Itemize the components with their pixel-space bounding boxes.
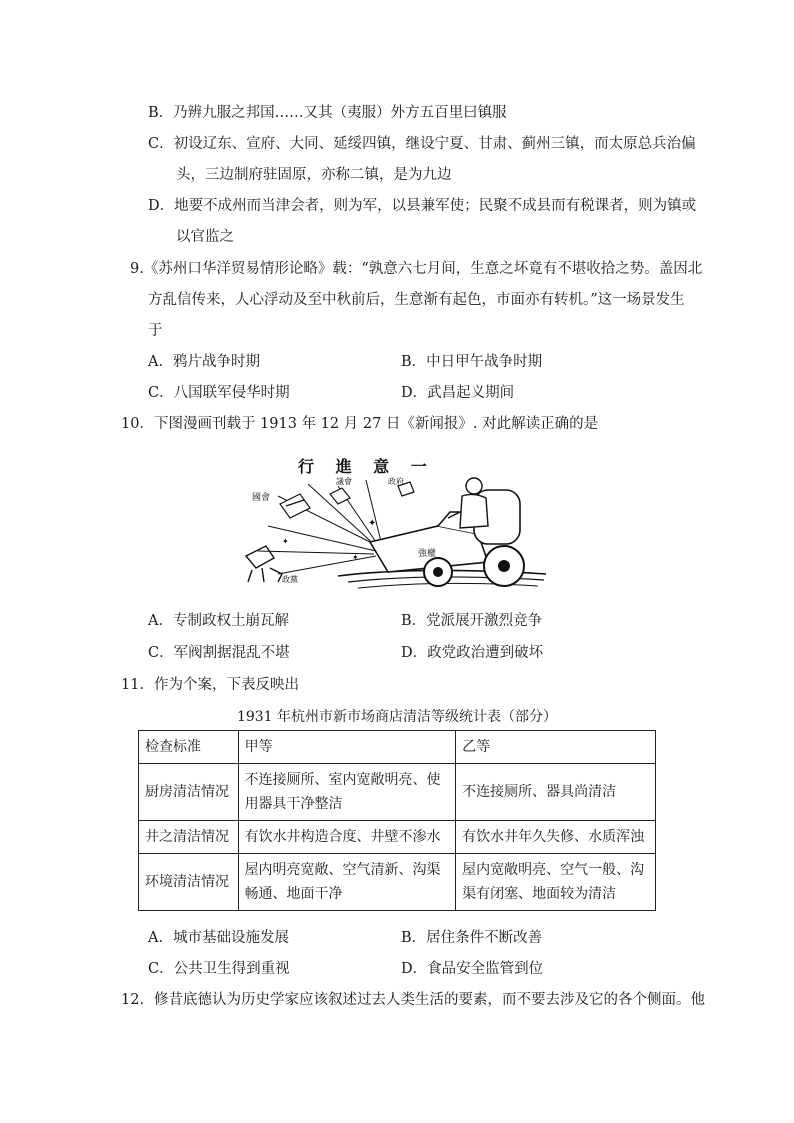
cartoon-label-guohui: 國會 bbox=[252, 493, 271, 503]
q10-stem: 10．下图漫画刊载于 1913 年 12 月 27 日《新闻报》. 对此解读正确的是 bbox=[121, 416, 599, 432]
cartoon-impact-lines bbox=[258, 480, 383, 574]
table-cell: 井之清洁情况 bbox=[139, 821, 239, 854]
table-cell: 屋内宽敞明亮、空气一般、沟渠有闭塞、地面较为清洁 bbox=[456, 854, 656, 911]
q11-option-c: C．公共卫生得到重视 bbox=[148, 961, 290, 977]
cartoon-car-label: 強權 bbox=[418, 549, 437, 559]
table-row bbox=[139, 821, 656, 854]
svg-text:✦: ✦ bbox=[352, 553, 359, 562]
cartoon-debris-house bbox=[280, 482, 414, 518]
svg-text:✦: ✦ bbox=[282, 537, 289, 546]
table-row bbox=[139, 854, 656, 911]
q8-option-d-line2: 以官监之 bbox=[176, 229, 234, 245]
q11-option-b: B．居住条件不断改善 bbox=[401, 930, 543, 946]
cartoon-label-zhengfu: 政府 bbox=[388, 477, 404, 486]
table-cell: 有饮水井构造合度、井壁不渗水 bbox=[238, 821, 456, 854]
table-cell: 不连接厕所、器具尚清洁 bbox=[456, 764, 656, 821]
table-cell: 有饮水井年久失修、水质浑浊 bbox=[456, 821, 656, 854]
q8-option-b: B．乃辨九服之邦国……又其（夷服）外方五百里曰镇服 bbox=[148, 105, 507, 121]
table-header-row bbox=[139, 731, 656, 764]
cartoon-label-yihui: 議會 bbox=[336, 477, 352, 486]
q10-option-b: B．党派展开激烈竞争 bbox=[401, 613, 543, 629]
table-cell: 厨房清洁情况 bbox=[139, 764, 239, 821]
table-cell: 不连接厕所、室内宽敞明亮、使用器具干净整洁 bbox=[238, 764, 456, 821]
table-row bbox=[139, 764, 656, 821]
q9-option-b: B．中日甲午战争时期 bbox=[401, 354, 543, 370]
q9-stem-line3: 于 bbox=[148, 323, 163, 339]
q10-option-d: D．政党政治遭到破坏 bbox=[401, 645, 544, 661]
q9-stem-line1: 9.《苏州口华洋贸易情形论略》载：“孰意六七月间，生意之坏竟有不堪收拾之势。盖因北 bbox=[130, 261, 703, 277]
table-header-cell: 检查标准 bbox=[139, 731, 239, 764]
q11-table-caption: 1931 年杭州市新市场商店清洁等级统计表（部分） bbox=[236, 709, 558, 725]
political-cartoon bbox=[238, 456, 546, 598]
q8-option-c-line2: 头，三边制府驻固原，亦称二镇，是为九边 bbox=[176, 167, 452, 183]
q11-table bbox=[138, 730, 656, 911]
table-cell: 环境清洁情况 bbox=[139, 854, 239, 911]
q10-option-c: C．军阀割据混乱不堪 bbox=[148, 645, 290, 661]
table-header-cell: 乙等 bbox=[456, 731, 656, 764]
svg-text:✦: ✦ bbox=[368, 518, 377, 529]
q9-stem-line2: 方乱信传来，人心浮动及至中秋前后，生意渐有起色，市面亦有转机。”这一场景发生 bbox=[148, 292, 685, 308]
q9-option-c: C．八国联军侵华时期 bbox=[148, 385, 290, 401]
cartoon-label-zhengdang: 政黨 bbox=[282, 575, 298, 584]
cartoon-title: 行 進 意 一 bbox=[298, 457, 435, 476]
q12-stem: 12．修昔底德认为历史学家应该叙述过去人类生活的要素，而不要去涉及它的各个侧面。他 bbox=[121, 992, 705, 1008]
q8-option-d-line1: D．地要不成州而当津会者，则为军，以县兼军使；民聚不成县而有税课者，则为镇或 bbox=[148, 198, 697, 214]
q11-stem: 11．作为个案，下表反映出 bbox=[121, 677, 299, 693]
q11-option-a: A．城市基础设施发展 bbox=[148, 930, 289, 946]
q8-option-c-line1: C．初设辽东、宣府、大同、延绥四镇，继设宁夏、甘肃、蓟州三镇，而太原总兵治偏 bbox=[148, 136, 696, 152]
q9-option-d: D．武昌起义期间 bbox=[401, 385, 515, 401]
q9-option-a: A．鸦片战争时期 bbox=[148, 354, 260, 370]
table-cell: 屋内明亮宽敞、空气清新、沟渠畅通、地面干净 bbox=[238, 854, 456, 911]
q10-option-a: A．专制政权土崩瓦解 bbox=[148, 613, 289, 629]
table-header-cell: 甲等 bbox=[238, 731, 456, 764]
q11-option-d: D．食品安全监管到位 bbox=[401, 961, 544, 977]
